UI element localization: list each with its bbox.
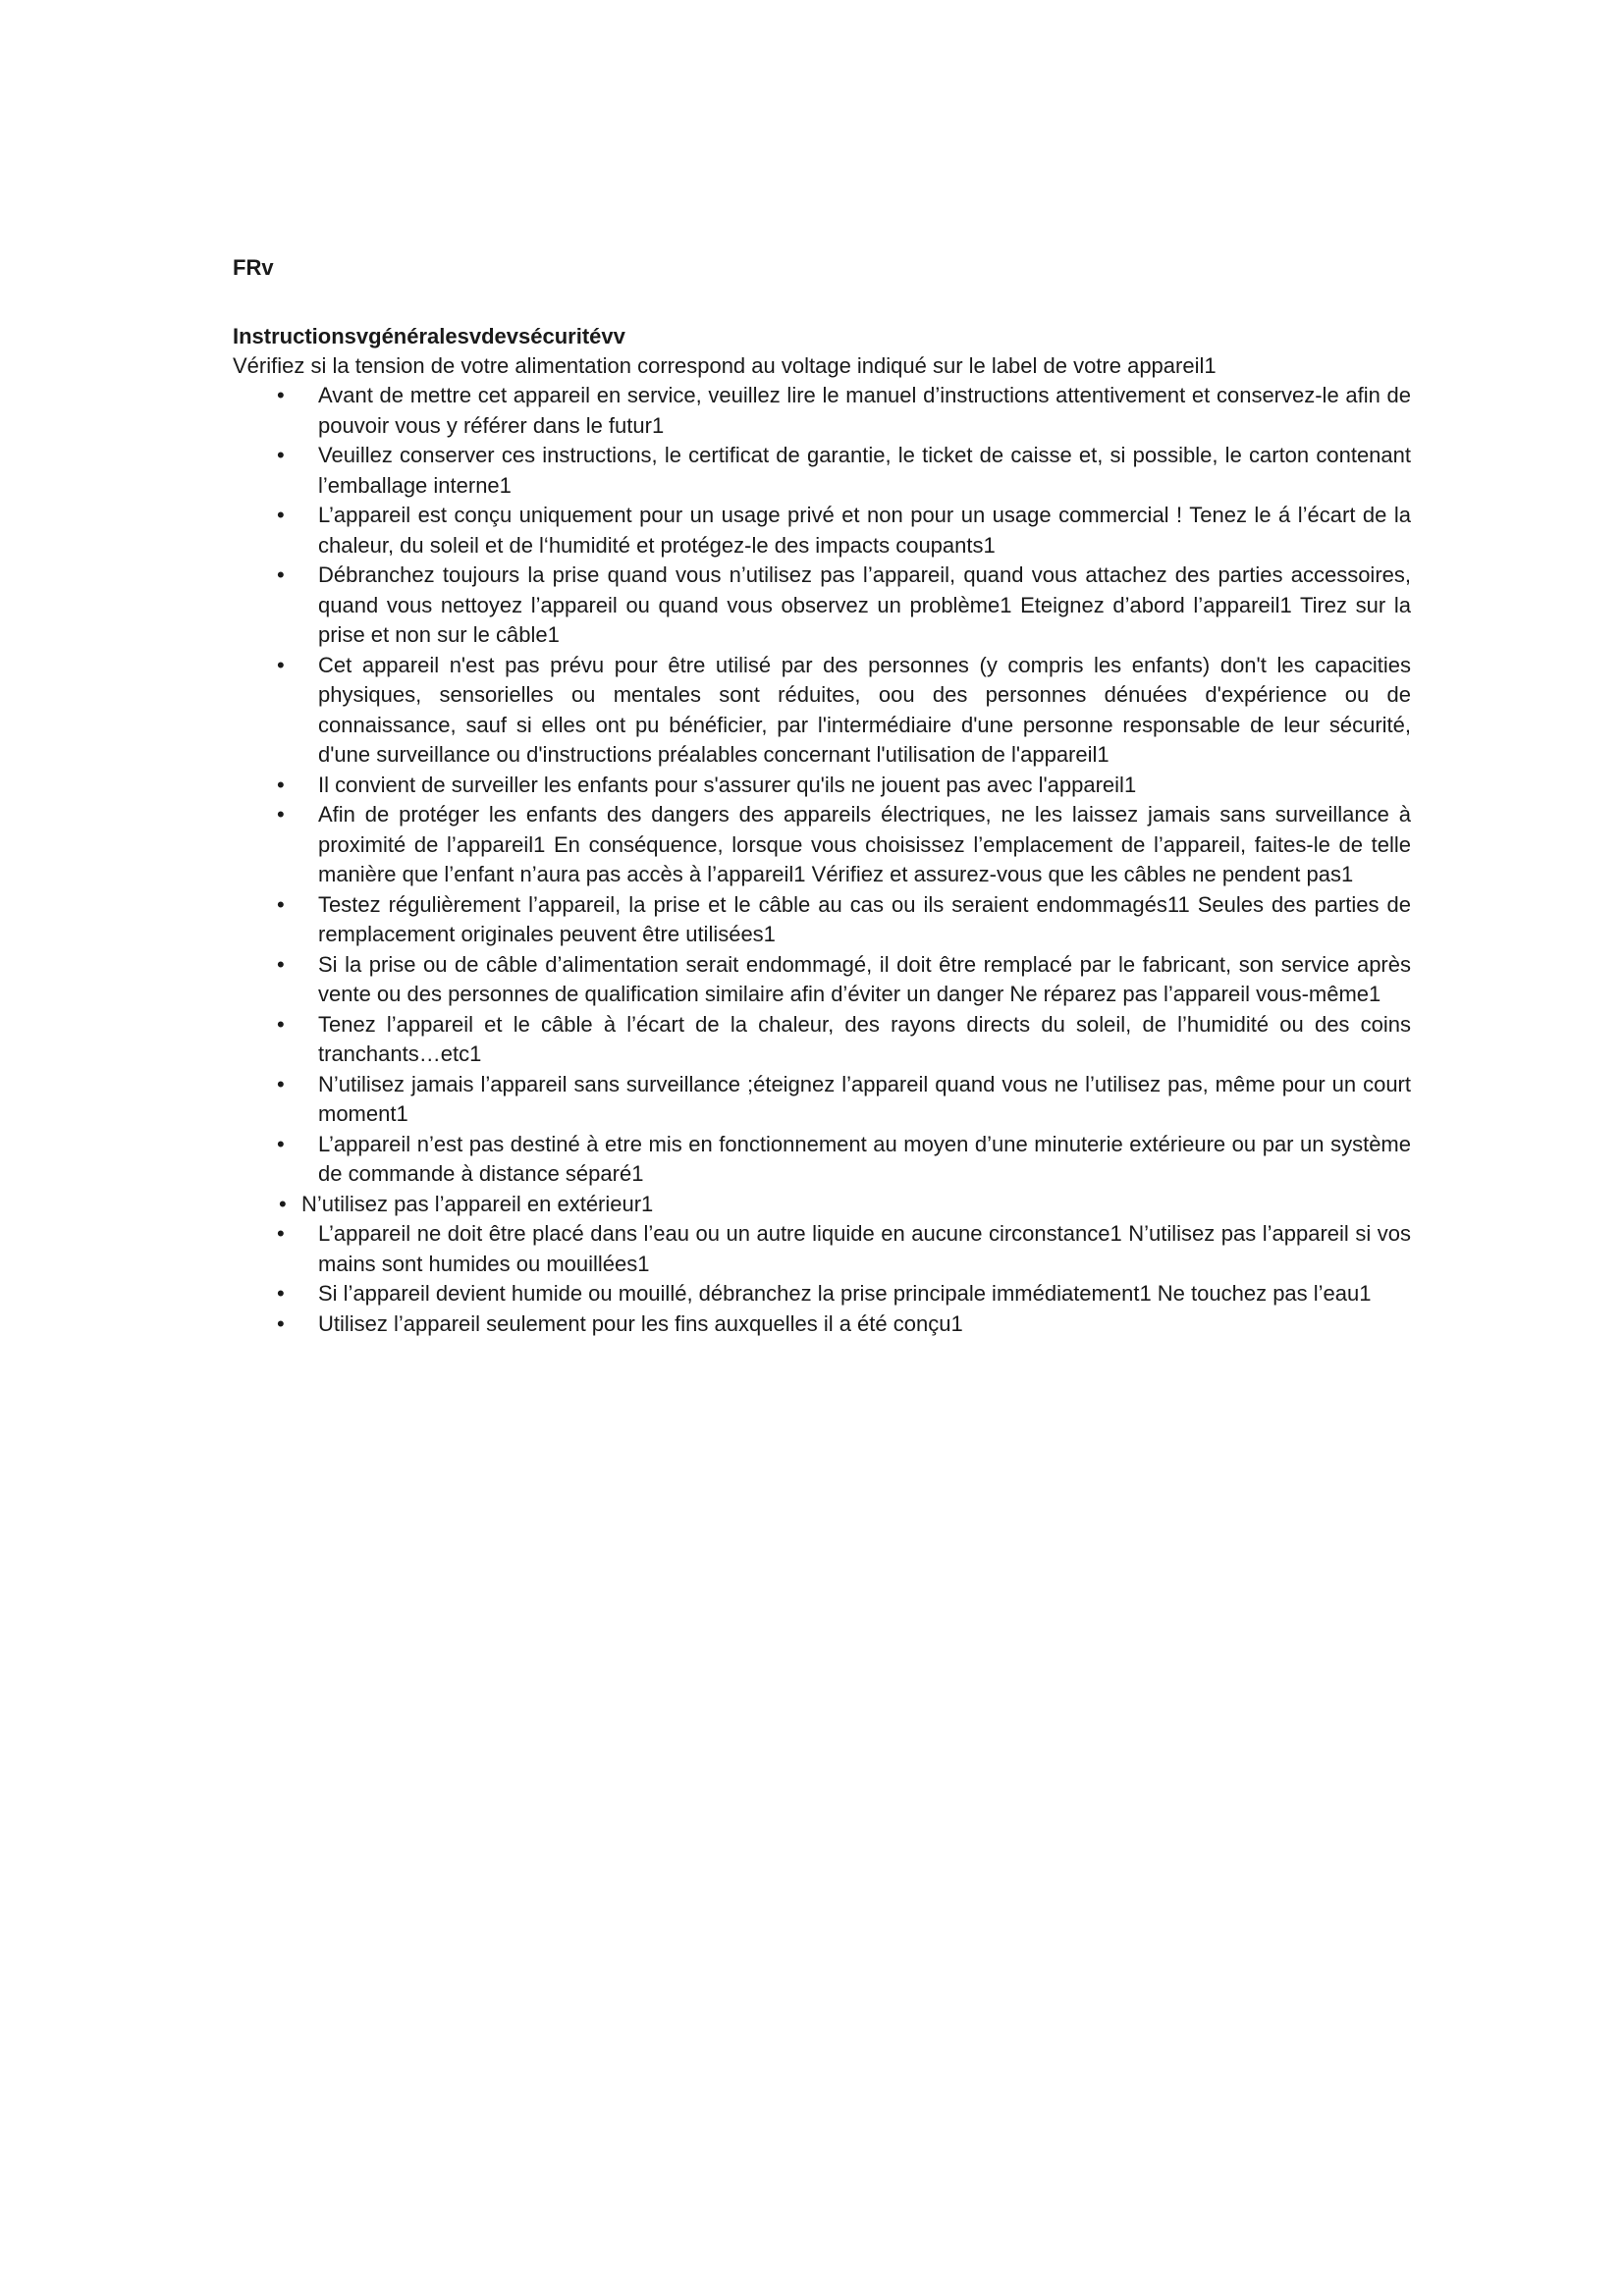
list-item — [233, 800, 1411, 890]
list-item-text: N’utilisez pas l’appareil en extérieur1 — [301, 1191, 654, 1216]
list-item — [233, 1010, 1411, 1070]
list-item — [233, 1309, 1411, 1340]
list-item — [233, 1279, 1411, 1309]
list-item — [233, 441, 1411, 501]
list-item-text: Afin de protéger les enfants des dangers des appareils électriques, ne les laissez jamais sans surveillance à proximité de l’appareil1 En conséquence, lorsque vous choisissez l’emplacement de l’appareil, faites-le de telle manière que l’enfant n’aura pas accès à l’appareil1 Vérifiez et assurez-vous que les câbles ne pendent pas1 — [318, 802, 1411, 886]
document-page — [233, 253, 1411, 1339]
list-item-text: Débranchez toujours la prise quand vous n’utilisez pas l’appareil, quand vous attachez des parties accessoires, quand vous nettoyez l’appareil ou quand vous observez un problème1 Eteignez d’abord l’appareil1 Tirez sur la prise et non sur le câble1 — [318, 562, 1411, 647]
list-item — [233, 501, 1411, 561]
list-item-text: Testez régulièrement l’appareil, la prise et le câble au cas ou ils seraient endommagés11 Seules des parties de remplacement originales peuvent être utilisées1 — [318, 891, 1411, 946]
list-item-text: Tenez l’appareil et le câble à l’écart de la chaleur, des rayons directs du soleil, de l’humidité ou des coins tranchants…etc1 — [318, 1011, 1411, 1066]
safety-instructions-list — [233, 381, 1411, 1339]
list-item — [233, 381, 1411, 441]
bullet-icon: • — [277, 1281, 285, 1306]
bullet-icon: • — [277, 383, 285, 407]
bullet-icon: • — [277, 772, 285, 797]
list-item-text: L’appareil ne doit être placé dans l’eau ou un autre liquide en aucune circonstance1 N’utilisez pas l’appareil si vos mains sont humides ou mouillées1 — [318, 1221, 1411, 1276]
list-item — [233, 561, 1411, 651]
bullet-icon: • — [277, 1071, 285, 1096]
intro-text: Vérifiez si la tension de votre alimentation correspond au voltage indiqué sur le label de votre appareil1 — [233, 353, 1217, 378]
list-item-text: L’appareil est conçu uniquement pour un usage privé et non pour un usage commercial ! Tenez le á l’écart de la chaleur, du soleil et de l‘humidité et protégez-le des impacts coupants1 — [318, 503, 1411, 558]
bullet-icon: • — [277, 562, 285, 587]
list-item-text: Il convient de surveiller les enfants pour s'assurer qu'ils ne jouent pas avec l'appareil1 — [318, 772, 1137, 797]
bullet-icon: • — [277, 1131, 285, 1156]
section-title: Instructionsvgénéralesvdevsécuritévv — [233, 324, 625, 348]
list-item-text: Cet appareil n'est pas prévu pour être utilisé par des personnes (y compris les enfants) don't les capacities physiques, sensorielles ou mentales sont réduites, oou des personnes dénuées d'expérience ou de connaissance, sauf si elles ont pu bénéficier, par l'intermédiaire d'une personne responsable de leur sécurité, d'une surveillance ou d'instructions préalables concernant l'utilisation de l'appareil1 — [318, 652, 1411, 767]
list-item-text: Si la prise ou de câble d’alimentation serait endommagé, il doit être remplacé par le fabricant, son service après vente ou des personnes de qualification similaire afin d’éviter un danger Ne réparez pas l’appareil vous-même1 — [318, 951, 1411, 1006]
bullet-icon: • — [277, 951, 285, 977]
list-item — [233, 1070, 1411, 1130]
list-item — [233, 1219, 1411, 1279]
list-item-text: Veuillez conserver ces instructions, le certificat de garantie, le ticket de caisse et, si possible, le carton contenant l’emballage interne1 — [318, 443, 1411, 498]
bullet-icon: • — [279, 1191, 287, 1216]
list-item-text: L’appareil n’est pas destiné à etre mis en fonctionnement au moyen d’une minuterie extérieure ou par un système de commande à distance séparé1 — [318, 1131, 1411, 1186]
list-item-text: Si l’appareil devient humide ou mouillé, débranchez la prise principale immédiatement1 Ne touchez pas l’eau1 — [318, 1281, 1372, 1306]
bullet-icon: • — [277, 652, 285, 677]
bullet-icon: • — [277, 1310, 285, 1336]
list-item — [233, 1130, 1411, 1190]
list-item-text: Avant de mettre cet appareil en service, veuillez lire le manuel d’instructions attentivement et conservez-le afin de pouvoir vous y référer dans le futur1 — [318, 383, 1411, 438]
bullet-icon: • — [277, 443, 285, 467]
bullet-icon: • — [277, 802, 285, 827]
list-item — [233, 950, 1411, 1010]
list-item — [233, 890, 1411, 950]
list-item — [233, 651, 1411, 771]
list-item-text: N’utilisez jamais l’appareil sans surveillance ;éteignez l’appareil quand vous ne l’utilisez pas, même pour un court moment1 — [318, 1071, 1411, 1126]
list-item — [233, 771, 1411, 801]
bullet-icon: • — [277, 1011, 285, 1037]
list-item-text: Utilisez l’appareil seulement pour les fins auxquelles il a été conçu1 — [318, 1310, 963, 1336]
list-item — [233, 1190, 1394, 1220]
language-label: FRv — [233, 255, 274, 280]
bullet-icon: • — [277, 1221, 285, 1246]
bullet-icon: • — [277, 503, 285, 527]
bullet-icon: • — [277, 891, 285, 917]
